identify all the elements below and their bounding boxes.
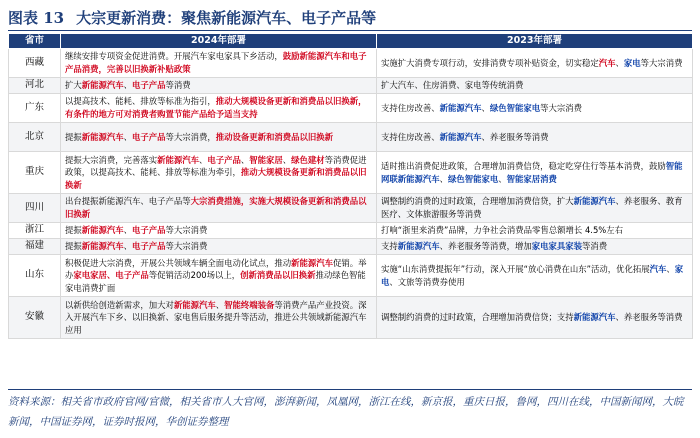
deployment-2023-cell	[377, 194, 693, 223]
body-text: 调整制约消费的过时政策，合理增加消费信贷；支持	[381, 312, 574, 323]
body-text: 以提高技术、能耗、排放等标准为指引，	[65, 96, 216, 107]
highlight-text: 新能源汽车	[573, 312, 616, 323]
deployment-2023-cell	[377, 255, 693, 297]
body-text: 、	[240, 154, 250, 165]
table-row	[9, 239, 693, 255]
highlight-text: 家电家居、电子产品	[73, 270, 149, 281]
highlight-text: 绿色建材	[291, 154, 325, 165]
body-text: 、	[498, 173, 507, 184]
body-text: 、	[481, 102, 490, 113]
source-divider	[8, 389, 692, 390]
header-province: 省市	[9, 34, 61, 49]
highlight-text: 智能终端装备	[224, 299, 275, 310]
deployment-2023-cell	[377, 94, 693, 123]
body-text: 提振大宗消费，完善落实	[65, 154, 158, 165]
body-text: 等大宗消费	[640, 57, 683, 68]
figure-label: 图表 13	[8, 8, 65, 27]
body-text: 提振	[65, 131, 82, 142]
body-text: 、	[439, 173, 448, 184]
table-row	[9, 297, 693, 339]
province-cell: 浙江	[9, 223, 61, 239]
highlight-text: 鼓励新能源汽车和电子产品消费，完善以旧换新补贴政策	[65, 51, 367, 74]
body-text: 实施扩大消费专项行动，安排消费专项补贴资金，切实稳定	[381, 57, 599, 68]
highlight-text: 新能源汽车	[81, 241, 124, 252]
highlight-text: 家电家具家装	[531, 241, 582, 252]
body-text: 、	[615, 57, 624, 68]
highlight-text: 电子产品	[132, 241, 166, 252]
figure-title-bar	[8, 6, 692, 28]
deployment-2024-cell	[61, 255, 377, 297]
body-text: 出台提振新能源汽车、电子产品等	[65, 196, 191, 207]
highlight-text: 绿色智能家电	[448, 173, 499, 184]
body-text: 等消费	[165, 80, 191, 91]
body-text: 、文旅等消费券使用	[389, 276, 465, 287]
highlight-text: 创新消费品以旧换新	[240, 270, 316, 281]
table-row	[9, 152, 693, 194]
highlight-text: 新能源汽车	[291, 257, 333, 268]
highlight-text: 推动大规模设备更新和消费品以旧换新	[65, 167, 367, 190]
deployment-2023-cell	[377, 78, 693, 94]
body-text: 、	[123, 80, 132, 91]
province-cell: 西藏	[9, 49, 61, 78]
highlight-text: 新能源汽车	[397, 241, 440, 252]
highlight-text: 新能源汽车	[81, 225, 124, 236]
policy-table	[8, 33, 693, 339]
highlight-text: 新能源汽车	[573, 196, 616, 207]
header-2024: 2024年部署	[61, 34, 377, 49]
province-cell: 四川	[9, 194, 61, 223]
body-text: 打响“浙里来消费”品牌，力争社会消费品零售总额增长 4.5%左右	[381, 225, 623, 236]
province-cell: 福建	[9, 239, 61, 255]
table-row	[9, 94, 693, 123]
deployment-2023-cell	[377, 223, 693, 239]
body-text: 促销。举办	[65, 257, 367, 281]
highlight-text: 新能源汽车	[439, 102, 482, 113]
body-text: 、	[215, 299, 225, 310]
province-cell: 安徽	[9, 297, 61, 339]
figure-title: 大宗更新消费：聚焦新能源汽车、电子产品等	[76, 8, 377, 27]
highlight-text: 电子产品	[132, 131, 166, 142]
body-text: 等消费促进政策，以提高技术、能耗、排放等标准为牵引，	[65, 154, 367, 178]
deployment-2024-cell	[61, 123, 377, 152]
body-text: 、	[282, 154, 292, 165]
deployment-2023-cell	[377, 49, 693, 78]
body-text: 、养老服务等消费	[481, 131, 549, 142]
body-text: 适时推出消费促进政策，合理增加消费信贷，稳定吃穿住行等基本消费，鼓励	[381, 160, 666, 171]
province-cell: 北京	[9, 123, 61, 152]
deployment-2023-cell	[377, 123, 693, 152]
province-cell: 河北	[9, 78, 61, 94]
body-text: 、	[123, 225, 132, 236]
table-header-row	[9, 34, 693, 49]
body-text: 提振	[65, 225, 82, 236]
source-note: 资料来源：相关省市政府官网/官微，相关省市人大官网，澎湃新闻，凤凰网，浙江在线，新京报，重庆日报，鲁网，四川在线，中国新闻网，大皖新闻，中国证券网，证券时报网，华创证券整理	[8, 396, 684, 428]
body-text: 等促销活动200场以上，	[148, 270, 241, 281]
highlight-text: 大宗消费措施，实施大规模设备更新和消费品以旧换新	[65, 196, 367, 219]
deployment-2023-cell	[377, 297, 693, 339]
body-text: 支持住房改善、	[381, 131, 440, 142]
deployment-2024-cell	[61, 194, 377, 223]
body-text: 、	[666, 263, 675, 274]
highlight-text: 汽车	[598, 57, 616, 68]
body-text: 继续安排专项资金促进消费。开展汽车家电家具下乡活动，	[65, 51, 283, 62]
highlight-text: 电子产品	[207, 154, 241, 165]
body-text: 等大宗消费	[540, 102, 582, 113]
table-row	[9, 223, 693, 239]
deployment-2023-cell	[377, 239, 693, 255]
header-2023: 2023年部署	[377, 34, 693, 49]
table-row	[9, 49, 693, 78]
table-body	[9, 49, 693, 339]
body-text: 、养老服务、教育医疗、文体旅游服务等消费	[381, 196, 683, 219]
deployment-2024-cell	[61, 78, 377, 94]
body-text: 支持	[381, 241, 398, 252]
highlight-text: 新能源汽车	[439, 131, 482, 142]
deployment-2024-cell	[61, 49, 377, 78]
deployment-2024-cell	[61, 297, 377, 339]
body-text: 支持住房改善、	[381, 102, 440, 113]
highlight-text: 新能源汽车	[81, 131, 124, 142]
body-text: 等消费	[582, 241, 608, 252]
body-text: 以新供给创造新需求，加大对	[65, 299, 174, 310]
province-cell: 广东	[9, 94, 61, 123]
table-row	[9, 194, 693, 223]
province-cell: 山东	[9, 255, 61, 297]
body-text: 推动绿色智能家电消费扩面	[65, 270, 366, 293]
highlight-text: 智能家居消费	[506, 173, 557, 184]
deployment-2024-cell	[61, 152, 377, 194]
body-text: 等大宗消费	[165, 241, 208, 252]
body-text: 等大宗消费，	[165, 131, 216, 142]
body-text: 扩大汽车、住房消费、家电等传统消费	[381, 80, 524, 91]
highlight-text: 家电	[623, 57, 641, 68]
body-text: 、	[199, 154, 208, 165]
deployment-2023-cell	[377, 152, 693, 194]
body-text: 积极促进大宗消费，开展公共领域车辆全面电动化试点，推动	[65, 257, 292, 268]
highlight-text: 智能家居	[249, 154, 283, 165]
table-row	[9, 255, 693, 297]
highlight-text: 推动大规模设备更新和消费品以旧换新，有条件的地方可对消费者购置节能产品给予适当支持	[65, 96, 367, 119]
highlight-text: 新能源汽车	[157, 154, 199, 165]
deployment-2024-cell	[61, 239, 377, 255]
highlight-text: 智能网联新能源汽车	[381, 160, 683, 184]
highlight-text: 电子产品	[132, 225, 166, 236]
deployment-2024-cell	[61, 94, 377, 123]
body-text: 、养老服务等消费	[615, 312, 683, 323]
body-text: 、	[123, 131, 132, 142]
body-text: 、	[123, 241, 132, 252]
highlight-text: 电子产品	[132, 80, 166, 91]
body-text: 等消费产品产业投资。深入开展汽车下乡、以旧换新、家电售后服务提升等活动，推进公共领域新能源汽车应用	[65, 299, 367, 335]
highlight-text: 新能源汽车	[81, 80, 124, 91]
deployment-2024-cell	[61, 223, 377, 239]
body-text: 、养老服务等消费，增加	[439, 241, 532, 252]
body-text: 提振	[65, 241, 82, 252]
highlight-text: 汽车	[649, 263, 667, 274]
table-row	[9, 78, 693, 94]
title-divider	[8, 30, 692, 31]
highlight-text: 新能源汽车	[173, 299, 216, 310]
body-text: 实施“山东消费提振年”行动，深入开展“放心消费在山东”活动，优化拓展	[381, 263, 650, 274]
highlight-text: 绿色智能家电	[489, 102, 541, 113]
body-text: 等大宗消费	[165, 225, 208, 236]
body-text: 扩大	[65, 80, 82, 91]
highlight-text: 家电	[381, 263, 684, 287]
highlight-text: 推动设备更新和消费品以旧换新	[215, 131, 333, 142]
body-text: 调整制约消费的过时政策，合理增加消费信贷，扩大	[381, 196, 574, 207]
table-row	[9, 123, 693, 152]
province-cell: 重庆	[9, 152, 61, 194]
